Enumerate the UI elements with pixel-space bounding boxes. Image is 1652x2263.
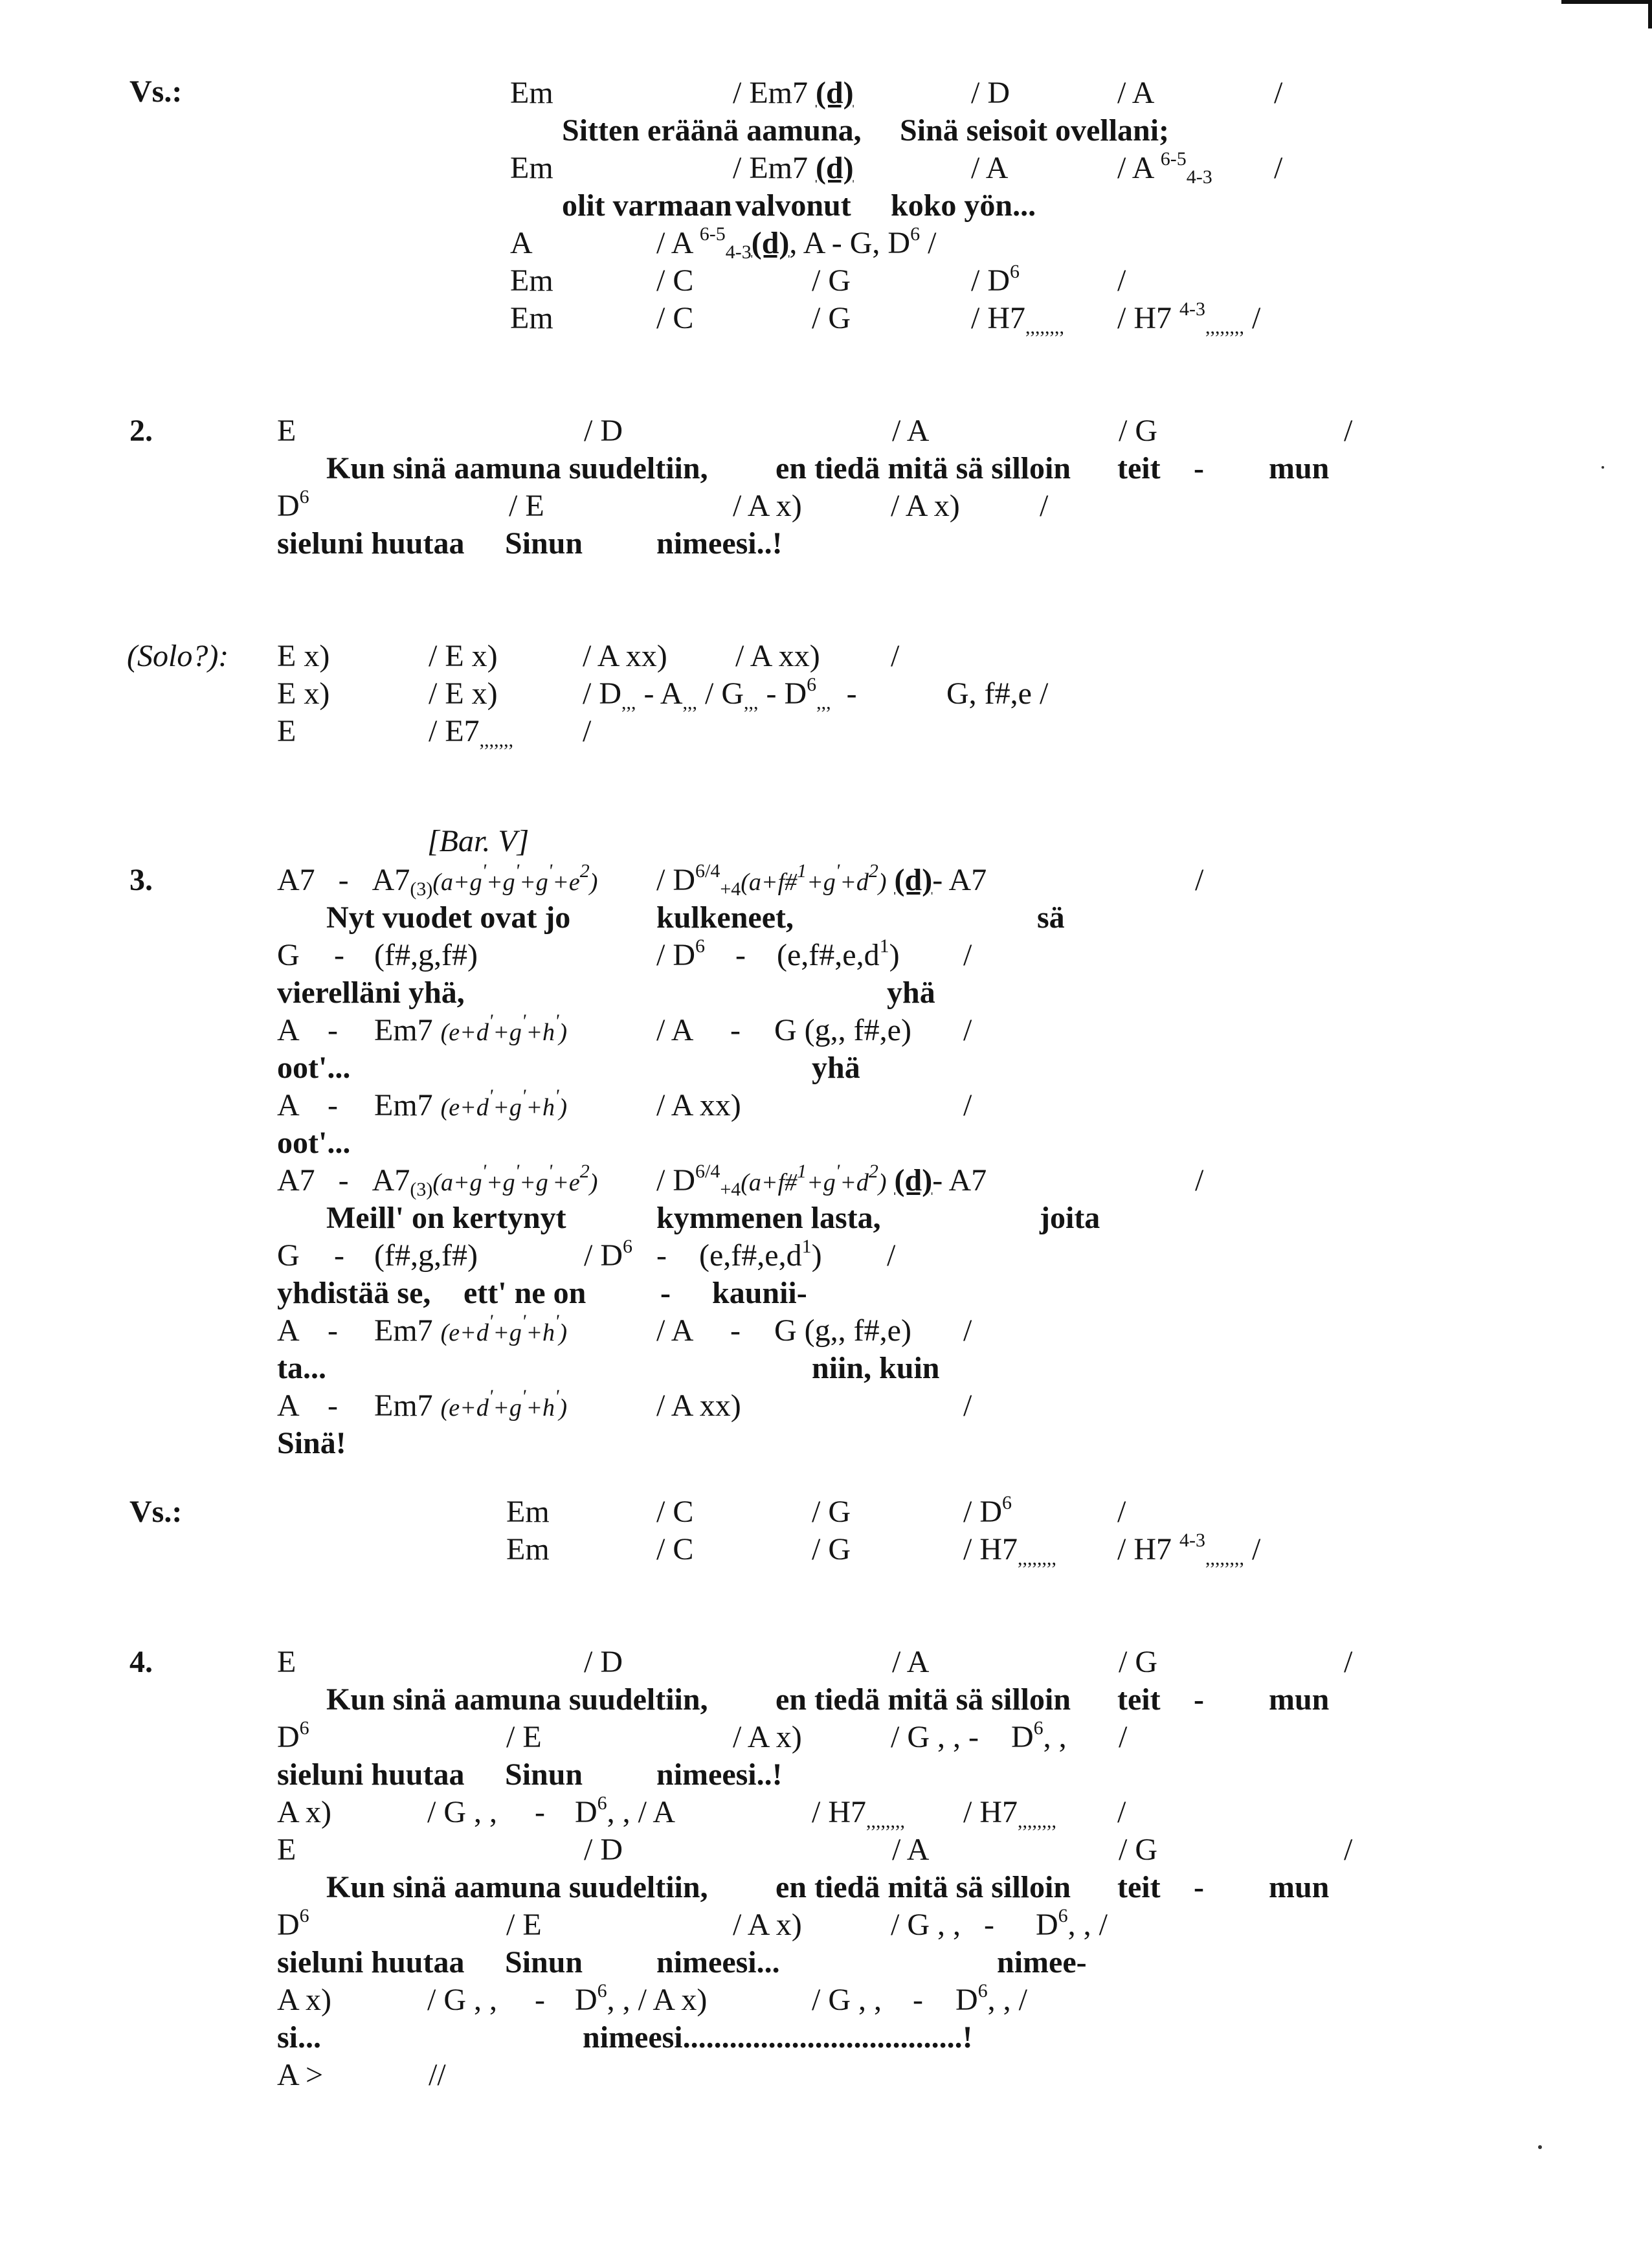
chord: / A x) bbox=[733, 1720, 802, 1754]
chord: / D bbox=[584, 1645, 623, 1679]
lyric: - bbox=[1194, 1870, 1204, 1904]
chord: G bbox=[277, 938, 300, 972]
bar-line: / bbox=[1344, 414, 1353, 448]
chord: $D^6$ bbox=[277, 1717, 309, 1754]
lyric: nimeesi... bbox=[656, 1945, 780, 1979]
chord: - bbox=[328, 1313, 338, 1348]
lyric: mun bbox=[1269, 1870, 1330, 1904]
chord: A bbox=[277, 1313, 300, 1348]
lyric: yhä bbox=[887, 975, 935, 1010]
chord: / A bbox=[656, 1313, 694, 1348]
bar-line: / bbox=[1117, 1795, 1126, 1829]
chord: / G bbox=[812, 263, 851, 298]
chord: - bbox=[913, 1983, 923, 2017]
chord: $D^6$, , / A x) bbox=[575, 1980, 708, 2017]
chord: E bbox=[277, 414, 296, 448]
chord-line: / A $^{6-5}_{4-3}$(d), A - G, $D^6$ / bbox=[656, 223, 937, 263]
bar-line: / bbox=[583, 714, 592, 748]
bar-line: / bbox=[963, 1313, 972, 1348]
lyric: niin, kuin bbox=[812, 1351, 940, 1385]
page-corner-mark bbox=[1561, 0, 1652, 32]
bar-line: / bbox=[1344, 1833, 1353, 1867]
chord: / $D^6$ bbox=[656, 935, 705, 972]
chord: / A bbox=[1117, 76, 1155, 110]
chord: / H7 $^{4-3}_{,,,,,,,,}$ / bbox=[1117, 1530, 1261, 1569]
chord: / G , , - bbox=[891, 1720, 979, 1754]
chord: Em7 (e+d'+g'+h') bbox=[374, 1386, 568, 1423]
chord: / E bbox=[506, 1720, 542, 1754]
chord-line: A7 - $A7_{(3)}(a+g'+g'+g'+e^2)$ bbox=[277, 1161, 598, 1200]
bar-line: / bbox=[963, 938, 972, 972]
chord: Em bbox=[506, 1495, 550, 1529]
section-label-4: 4. bbox=[129, 1645, 153, 1679]
lyric: olit varmaan bbox=[562, 188, 732, 223]
lyric: sieluni huutaa bbox=[277, 1757, 465, 1792]
lyric: Kun sinä aamuna suudeltiin, bbox=[326, 1682, 708, 1717]
lyric: - bbox=[1194, 1682, 1204, 1717]
lyric: Meill' on kertynyt bbox=[326, 1201, 566, 1235]
chord: / G bbox=[812, 1495, 851, 1529]
section-label-solo: (Solo?): bbox=[127, 639, 229, 673]
chord: $D^6$, , / bbox=[1036, 1905, 1108, 1942]
lyric: en tiedä mitä sä silloin bbox=[776, 1682, 1071, 1717]
lyric: kaunii- bbox=[712, 1276, 807, 1310]
lyric: joita bbox=[1040, 1201, 1100, 1235]
final-bar-line: // bbox=[429, 2058, 446, 2092]
lyric: - bbox=[660, 1276, 671, 1310]
chord: / D bbox=[971, 76, 1010, 110]
chord: $D^6$, , / A bbox=[575, 1792, 676, 1829]
bar-line: / bbox=[963, 1388, 972, 1423]
lyric: kymmenen lasta, bbox=[656, 1201, 881, 1235]
lyric: nimeesi....................................! bbox=[583, 2020, 973, 2055]
chord: - bbox=[328, 1013, 338, 1047]
bar-line: / bbox=[1195, 1163, 1204, 1198]
lyric: sieluni huutaa bbox=[277, 526, 465, 561]
chord: Em bbox=[510, 301, 553, 335]
chord: / $H7_{,,,,,,,,}$ bbox=[812, 1795, 905, 1832]
chord: E bbox=[277, 714, 296, 748]
lyric: Sinä seisoit ovellani; bbox=[900, 113, 1170, 148]
chord: / A bbox=[971, 151, 1009, 185]
lyric: ett' ne on bbox=[463, 1276, 586, 1310]
chord: / Em7 (d) bbox=[733, 151, 854, 185]
lyric: koko yön... bbox=[891, 188, 1036, 223]
chord: / Em7 (d) bbox=[733, 76, 854, 110]
bar-line: / bbox=[1274, 151, 1283, 185]
lyric: teit bbox=[1117, 451, 1161, 485]
chord: $(e,f\#,e,d^1)$ bbox=[777, 935, 900, 972]
chord: E x) bbox=[277, 676, 330, 711]
chord: - bbox=[334, 938, 344, 972]
lyric: vierelläni yhä, bbox=[277, 975, 465, 1010]
chord: / G bbox=[1119, 1833, 1157, 1867]
lyric: Sinun bbox=[505, 1945, 583, 1979]
chord: / C bbox=[656, 263, 694, 298]
chord: / A $^{6-5}_{4-3}$ bbox=[1117, 148, 1212, 188]
chord: / A x) bbox=[733, 1908, 802, 1942]
chord: / A xx) bbox=[735, 639, 820, 673]
chord: Em7 (e+d'+g'+h') bbox=[374, 1311, 568, 1348]
chord: G, f#,e / bbox=[946, 676, 1049, 711]
chord: / G bbox=[812, 1532, 851, 1566]
chord: / $H7_{,,,,,,,,}$ bbox=[971, 301, 1064, 338]
chord: A x) bbox=[277, 1795, 331, 1829]
chord: - bbox=[730, 1313, 741, 1348]
chord: / $D^6$ bbox=[584, 1236, 632, 1273]
chord: $D^6$ bbox=[277, 1905, 309, 1942]
chord: - bbox=[656, 1238, 667, 1273]
chord-line: / $D^{6/4}_{+4}(a+f\#^1+g'+d^2)$ (d)- A7 bbox=[656, 860, 987, 900]
lyric: teit bbox=[1117, 1682, 1161, 1717]
chord: A bbox=[277, 1088, 300, 1122]
chord: / $E7_{,,,,,,,}$ bbox=[429, 714, 514, 751]
speck bbox=[1602, 466, 1604, 469]
chord: Em bbox=[510, 151, 553, 185]
chord: A bbox=[277, 1388, 300, 1423]
chord: - bbox=[334, 1238, 344, 1273]
chord: / A x) bbox=[733, 489, 802, 523]
chord: / G bbox=[812, 301, 851, 335]
lyric: Sinä! bbox=[277, 1426, 346, 1460]
chord: Em bbox=[510, 263, 553, 298]
chord: / C bbox=[656, 1495, 694, 1529]
lyric: oot'... bbox=[277, 1051, 351, 1085]
chord: Em7 (e+d'+g'+h') bbox=[374, 1010, 568, 1047]
section-label-2: 2. bbox=[129, 414, 153, 448]
chord: G (g,, f#,e) bbox=[774, 1313, 911, 1348]
chord: - bbox=[730, 1013, 741, 1047]
lyric: sä bbox=[1037, 900, 1065, 935]
bar-line: / bbox=[1040, 489, 1049, 523]
chord: G bbox=[277, 1238, 300, 1273]
chord: / D bbox=[584, 414, 623, 448]
lyric: en tiedä mitä sä silloin bbox=[776, 1870, 1071, 1904]
lyric: mun bbox=[1269, 1682, 1330, 1717]
chord: $D^6$, , bbox=[1011, 1717, 1067, 1754]
lyric: mun bbox=[1269, 451, 1330, 485]
bar-line: / bbox=[1117, 263, 1126, 298]
chord: - bbox=[328, 1388, 338, 1423]
lyric: kulkeneet, bbox=[656, 900, 794, 935]
bar-line: / bbox=[963, 1013, 972, 1047]
lyric: en tiedä mitä sä silloin bbox=[776, 451, 1071, 485]
chord: (f#,g,f#) bbox=[374, 938, 478, 972]
chord: - bbox=[535, 1795, 545, 1829]
barre-note: [Bar. V] bbox=[427, 824, 530, 858]
chord: E bbox=[277, 1833, 296, 1867]
bar-line: / bbox=[891, 639, 900, 673]
lyric: ta... bbox=[277, 1351, 326, 1385]
lyric: Sitten eräänä aamuna, bbox=[562, 113, 862, 148]
section-label-vs: Vs.: bbox=[129, 74, 183, 109]
chord: / E x) bbox=[429, 639, 498, 673]
chord: / A bbox=[656, 1013, 694, 1047]
chord: A x) bbox=[277, 1983, 331, 2017]
chord: / C bbox=[656, 301, 694, 335]
lyric: valvonut bbox=[735, 188, 851, 223]
chord: / G , , bbox=[891, 1908, 961, 1942]
chord: Em7 (e+d'+g'+h') bbox=[374, 1086, 568, 1122]
chord: / E x) bbox=[429, 676, 498, 711]
chord: / A x) bbox=[891, 489, 960, 523]
chord: / $H7_{,,,,,,,,}$ bbox=[963, 1532, 1056, 1569]
lyric: Nyt vuodet ovat jo bbox=[326, 900, 571, 935]
chord: (f#,g,f#) bbox=[374, 1238, 478, 1273]
chord: E bbox=[277, 1645, 296, 1679]
chord: / G , , bbox=[812, 1983, 882, 2017]
chord: E x) bbox=[277, 639, 330, 673]
chord: / D bbox=[584, 1833, 623, 1867]
chord: - bbox=[328, 1088, 338, 1122]
chord: A bbox=[277, 1013, 300, 1047]
lyric: Sinun bbox=[505, 526, 583, 561]
chord: A bbox=[510, 226, 533, 260]
chord: / A xx) bbox=[656, 1388, 741, 1423]
bar-line: / bbox=[963, 1088, 972, 1122]
lyric: si... bbox=[277, 2020, 322, 2055]
lyric: Sinun bbox=[505, 1757, 583, 1792]
chord: $D^6$, , / bbox=[955, 1980, 1028, 2017]
chord: / G bbox=[1119, 1645, 1157, 1679]
bar-line: / bbox=[887, 1238, 896, 1273]
chord: / $D^6$ bbox=[963, 1492, 1012, 1529]
chord: / G , , bbox=[427, 1795, 497, 1829]
chord: - bbox=[984, 1908, 994, 1942]
lyric: Kun sinä aamuna suudeltiin, bbox=[326, 451, 708, 485]
section-label-3: 3. bbox=[129, 863, 153, 897]
lyric: oot'... bbox=[277, 1126, 351, 1160]
bar-line: / bbox=[1117, 1495, 1126, 1529]
chord: / A bbox=[892, 1645, 930, 1679]
lyric: Kun sinä aamuna suudeltiin, bbox=[326, 1870, 708, 1904]
chord: / G , , bbox=[427, 1983, 497, 2017]
chord: A > bbox=[277, 2058, 324, 2092]
chord: / A xx) bbox=[656, 1088, 741, 1122]
chord-line: A7 - $A7_{(3)}(a+g'+g'+g'+e^2)$ bbox=[277, 860, 598, 900]
chord: G (g,, f#,e) bbox=[774, 1013, 911, 1047]
bar-line: / bbox=[1119, 1720, 1128, 1754]
chord: Em bbox=[506, 1532, 550, 1566]
lyric: nimeesi..! bbox=[656, 526, 783, 561]
lyric: sieluni huutaa bbox=[277, 1945, 465, 1979]
bar-line: / bbox=[1195, 863, 1204, 897]
lyric: nimee- bbox=[997, 1945, 1087, 1979]
chord-line: / $D_{,,,} - A_{,,,} / G_{,,,} - D^6_{,,,}$ - bbox=[583, 674, 857, 713]
chord: - bbox=[535, 1983, 545, 2017]
chord: / H7 $^{4-3}_{,,,,,,,,}$ / bbox=[1117, 298, 1261, 338]
bar-line: / bbox=[1274, 76, 1283, 110]
lyric: yhdistää se, bbox=[277, 1276, 431, 1310]
chord: / $D^6$ bbox=[971, 261, 1020, 298]
lyric: teit bbox=[1117, 1870, 1161, 1904]
chord: / E bbox=[506, 1908, 542, 1942]
chord: / A bbox=[892, 414, 930, 448]
chord: / A xx) bbox=[583, 639, 667, 673]
chord-line: / $D^{6/4}_{+4}(a+f\#^1+g'+d^2)$ (d)- A7 bbox=[656, 1161, 987, 1200]
chord: $D^6$ bbox=[277, 486, 309, 523]
chord: $(e,f\#,e,d^1)$ bbox=[699, 1236, 822, 1273]
chord: - bbox=[735, 938, 746, 972]
chord: Em bbox=[510, 76, 553, 110]
section-label-vs: Vs.: bbox=[129, 1495, 183, 1529]
chord: / C bbox=[656, 1532, 694, 1566]
lyric: yhä bbox=[812, 1051, 860, 1085]
chord: / E bbox=[509, 489, 544, 523]
lyric: - bbox=[1194, 451, 1204, 485]
speck bbox=[1538, 2145, 1542, 2149]
lyric: nimeesi..! bbox=[656, 1757, 783, 1792]
chord: / $H7_{,,,,,,,,}$ bbox=[963, 1795, 1056, 1832]
chord: / G bbox=[1119, 414, 1157, 448]
bar-line: / bbox=[1344, 1645, 1353, 1679]
chord: / A bbox=[892, 1833, 930, 1867]
